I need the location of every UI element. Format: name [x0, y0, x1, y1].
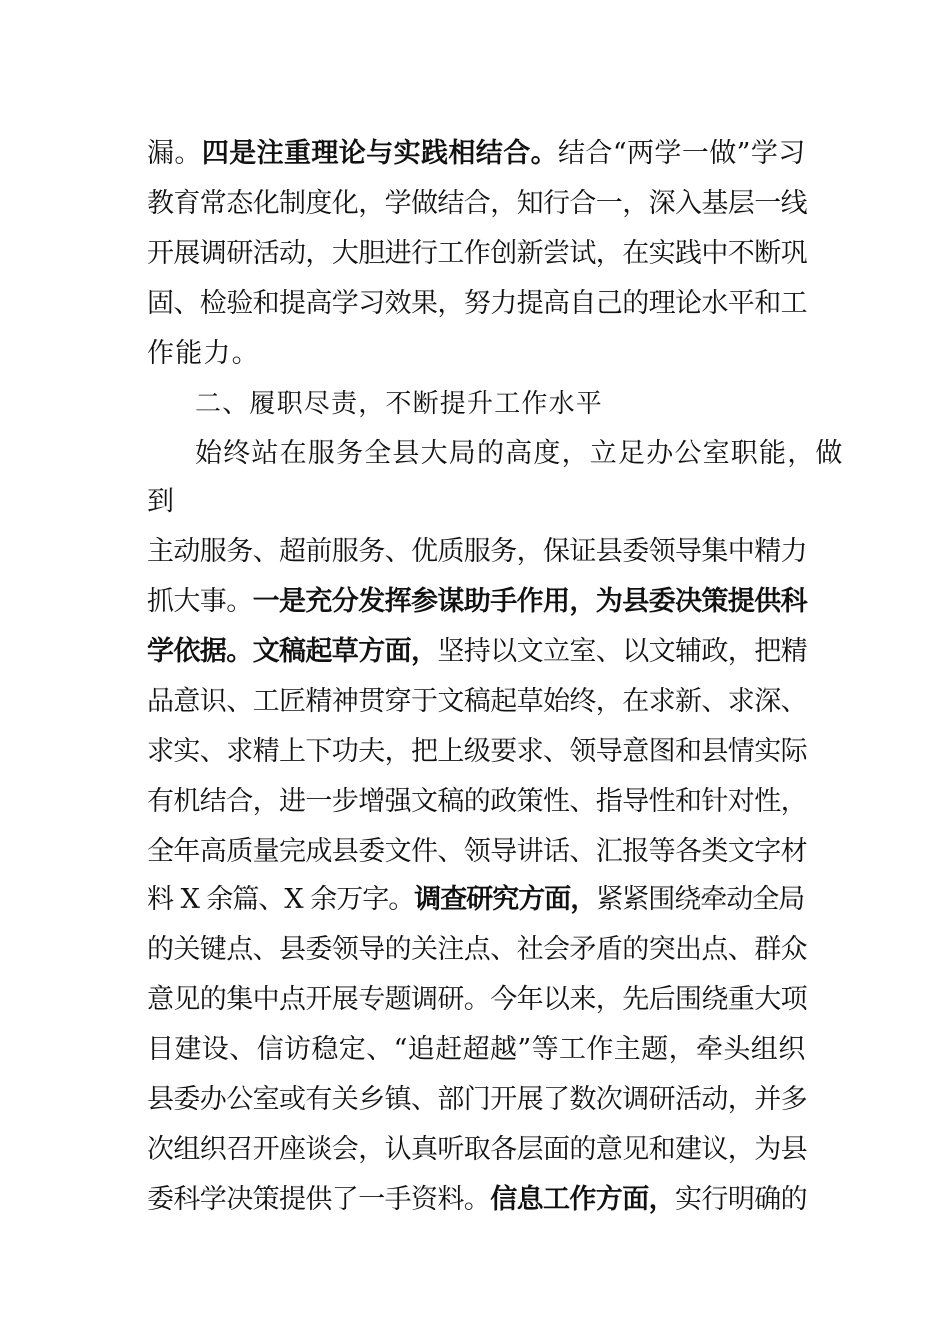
text-line: 主动服务、超前服务、优质服务，保证县委领导集中精力 [147, 536, 807, 567]
text-line [147, 585, 807, 619]
text-line: 目建设、信访稳定、“追赶超越”等工作主题，牵头组织 [147, 1034, 806, 1065]
text-line: 意见的集中点开展专题调研。今年以来，先后围绕重大项 [147, 984, 807, 1015]
text-run: 漏。 [147, 138, 202, 169]
text-line: 始终站在服务全县大局的高度，立足办公室职能，做 [195, 438, 844, 469]
bold-text-run: 调查研究方面， [414, 884, 597, 915]
text-line: 固、检验和提高学习效果，努力提高自己的理论水平和工 [147, 288, 807, 319]
text-line: 作能力。 [147, 338, 260, 369]
text-run: 抓大事。 [147, 586, 253, 617]
bold-text-run: 四是注重理论与实践相结合。 [201, 138, 559, 169]
text-line: 的关键点、县委领导的关注点、社会矛盾的突出点、群众 [147, 934, 807, 965]
text-line [147, 635, 807, 669]
text-line [147, 1183, 807, 1217]
text-line: 教育常态化制度化，学做结合，知行合一，深入基层一线 [147, 188, 807, 219]
text-line [147, 137, 807, 171]
text-line: 次组织召开座谈会，认真听取各层面的意见和建议，为县 [147, 1134, 807, 1165]
text-run: 紧紧围绕牵动全局 [596, 884, 805, 915]
text-line: 求实、求精上下功夫，把上级要求、领导意图和县情实际 [147, 736, 807, 767]
text-line: 有机结合，进一步增强文稿的政策性、指导性和针对性， [147, 786, 807, 817]
text-run: 实行明确的 [675, 1184, 808, 1215]
bold-text-run: 学依据。文稿起草方面， [147, 636, 438, 667]
text-run: 坚持以文立室、以文辅政，把精 [437, 636, 808, 667]
text-line: 品意识、工匠精神贯穿于文稿起草始终，在求新、求深、 [147, 686, 807, 717]
text-line: 全年高质量完成县委文件、领导讲话、汇报等各类文字材 [147, 836, 807, 867]
bold-text-run: 信息工作方面， [490, 1184, 676, 1215]
text-run: 委科学决策提供了一手资料。 [147, 1184, 491, 1215]
section-heading: 二、履职尽责，不断提升工作水平 [195, 389, 604, 419]
bold-text-run: 一是充分发挥参谋助手作用，为县委决策提供科 [252, 586, 808, 617]
text-run: 结合“两学一做”学习 [558, 138, 806, 169]
text-line [147, 883, 807, 917]
text-line: 到 [147, 486, 176, 517]
text-line: 县委办公室或有关乡镇、部门开展了数次调研活动，并多 [147, 1084, 807, 1115]
text-run: 料 X 余篇、X 余万字。 [147, 884, 415, 915]
text-line: 开展调研活动，大胆进行工作创新尝试，在实践中不断巩 [147, 238, 807, 269]
